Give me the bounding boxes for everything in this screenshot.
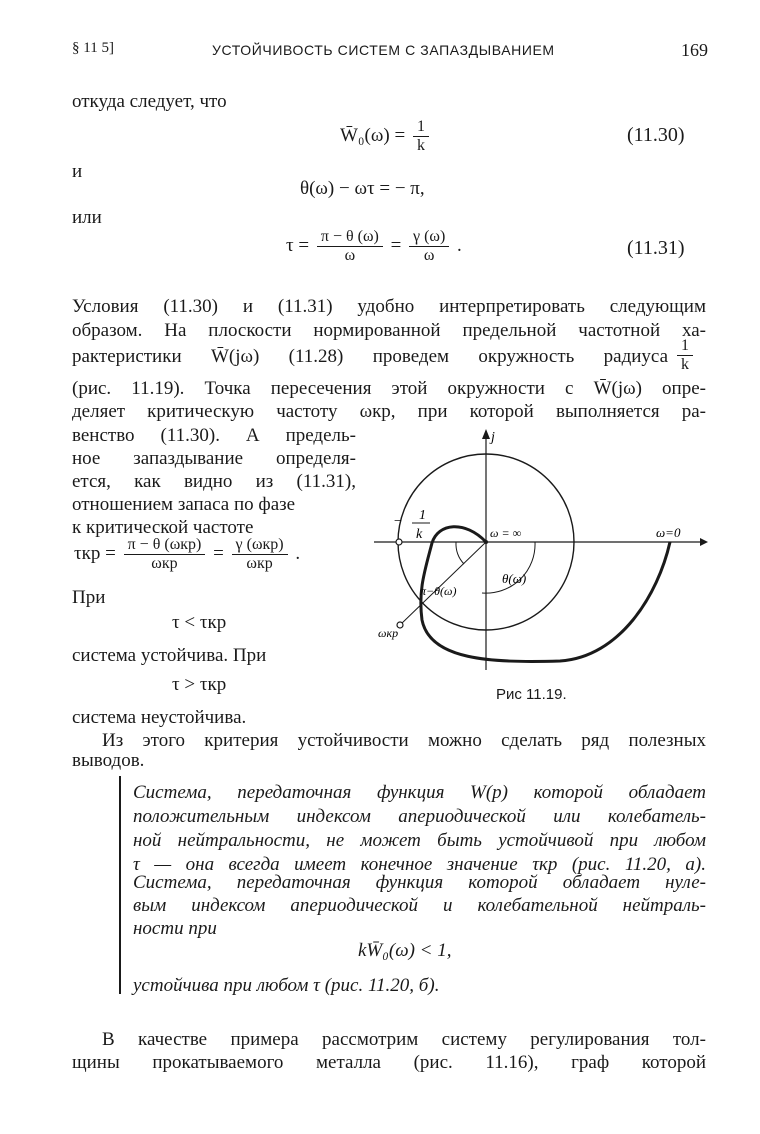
point-minus-inv-k — [396, 539, 402, 545]
numerator: π − θ (ωкр) — [124, 536, 206, 555]
intro-text: откуда следует, что — [72, 91, 227, 112]
eq-lhs: W̄₀(ω) = — [340, 124, 406, 146]
equation-11-31 — [286, 228, 462, 265]
fraction — [124, 536, 206, 573]
denominator: ω — [344, 247, 356, 264]
fraction — [409, 228, 449, 265]
page-header — [72, 40, 708, 64]
page-number: 169 — [681, 40, 708, 60]
denominator: ω — [423, 247, 435, 264]
eq-end: . — [295, 542, 301, 564]
italic-line: ности при — [133, 918, 217, 939]
paragraph-line: Из этого критерия устойчивости можно сделать ряд полезных — [102, 730, 706, 751]
paragraph-line: Условия (11.30) и (11.31) удобно интерпретировать следующим — [72, 296, 706, 317]
label-minus-sign: − — [394, 514, 402, 529]
section-number: § 11 5] — [72, 40, 114, 56]
figure-11-19 — [370, 425, 710, 715]
eq-lhs: τ = — [286, 234, 310, 256]
label-pi-minus-theta: π−θ(ω) — [420, 584, 457, 598]
paragraph-line: (рис. 11.19). Точка пересечения этой окружности с W̄(jω) опре- — [72, 378, 706, 399]
word-and: и — [72, 161, 83, 182]
paragraph-line: выводов. — [72, 750, 145, 771]
italic-line: ной нейтральности, не может быть устойчивой при любом — [133, 830, 706, 851]
numerator: γ (ωкр) — [232, 536, 288, 555]
axis-j-label: j — [491, 430, 495, 445]
equation-tau-kr — [74, 536, 300, 573]
label-omega-kr: ωкр — [378, 626, 399, 640]
italic-line: Система, передаточная функция W(p) которой обладает — [133, 782, 706, 803]
paragraph-line: ное запаздывание определя- — [72, 448, 356, 469]
label-frac-num: 1 — [419, 508, 426, 523]
italic-line: устойчива при любом τ (рис. 11.20, б). — [133, 975, 440, 996]
unstable-text: система неустойчива. — [72, 707, 247, 728]
numerator: π − θ (ω) — [317, 228, 383, 247]
equation-number: (11.31) — [627, 237, 685, 259]
word-or: или — [72, 207, 102, 228]
paragraph-line: образом. На плоскости нормированной предельной частотной ха- — [72, 320, 706, 341]
eq-equals: = — [213, 542, 224, 564]
pi-theta-arc — [456, 542, 464, 564]
equation-kw0: kW̄₀(ω) < 1, — [358, 940, 452, 961]
paragraph-line: к критической частоте — [72, 517, 254, 538]
condition-unstable: τ > τкр — [172, 674, 227, 695]
paragraph-line: венство (11.30). А предель- — [72, 425, 356, 446]
equation-theta: θ(ω) − ωτ = − π, — [300, 178, 425, 199]
denominator: ωкр — [151, 555, 178, 572]
numerator: 1 — [413, 118, 429, 137]
equation-11-30 — [340, 118, 432, 155]
figure-caption: Рис 11.19. — [496, 686, 567, 703]
fraction — [317, 228, 383, 265]
numerator: γ (ω) — [409, 228, 449, 247]
frequency-response-curve — [421, 527, 670, 662]
italic-line: Система, передаточная функция которой обладает нуле- — [133, 872, 706, 893]
label-theta: θ(ω) — [502, 571, 527, 586]
denominator: ωкр — [246, 555, 273, 572]
word-pri: При — [72, 587, 106, 608]
eq-end: . — [457, 234, 462, 256]
condition-stable: τ < τкр — [172, 612, 227, 633]
denominator: k — [681, 356, 689, 373]
italic-line: вым индексом апериодической и колебательной нейтраль- — [133, 895, 706, 916]
label-frac-den: k — [416, 527, 423, 542]
numerator: 1 — [677, 337, 693, 356]
paragraph-line: В качестве примера рассмотрим систему регулирования тол- — [102, 1029, 706, 1050]
italic-line: положительным индексом апериодической или колебатель- — [133, 806, 706, 827]
arrow-right-icon — [700, 538, 708, 546]
paragraph-line: рактеристики W̄(jω) (11.28) проведем окружность радиуса — [72, 346, 668, 367]
label-omega-zero: ω=0 — [656, 525, 681, 540]
equation-number: (11.30) — [627, 124, 685, 146]
fraction — [232, 536, 288, 573]
radius-fraction — [674, 337, 696, 374]
point-origin — [484, 540, 488, 544]
stable-text: система устойчива. При — [72, 645, 267, 666]
sidebar-rule — [119, 776, 121, 994]
paragraph-line: щины прокатываемого металла (рис. 11.16), граф которой — [72, 1052, 706, 1073]
denominator: k — [416, 137, 425, 154]
paragraph-line: деляет критическую частоту ωкр, при которой выполняется ра- — [72, 401, 706, 422]
arrow-up-icon — [482, 429, 490, 439]
running-title: УСТОЙЧИВОСТЬ СИСТЕМ С ЗАПАЗДЫВАНИЕМ — [212, 42, 555, 58]
label-omega-infinity: ω = ∞ — [490, 526, 522, 540]
paragraph-line: отношением запаса по фазе — [72, 494, 296, 515]
italic-line: τ — она всегда имеет конечное значение τкр (рис. 11.20, а). — [133, 854, 706, 875]
eq-lhs: τкр = — [74, 542, 116, 564]
fraction — [413, 118, 429, 155]
paragraph-line: ется, как видно из (11.31), — [72, 471, 356, 492]
eq-equals: = — [390, 234, 402, 256]
